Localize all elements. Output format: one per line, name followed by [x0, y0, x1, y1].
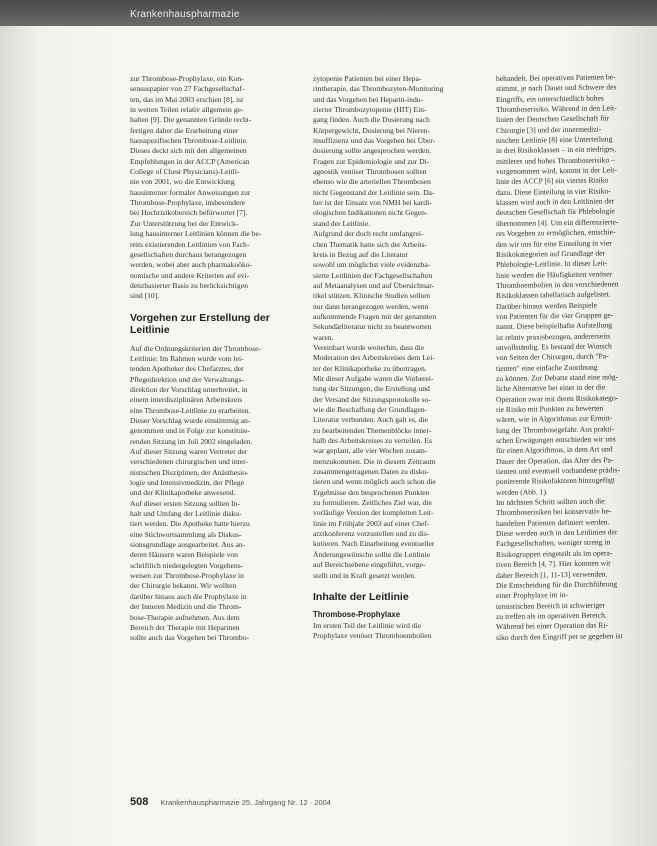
paragraph: Im ersten Teil der Leitlinie wird die Prophylaxe venöser Thromboembolien — [313, 620, 432, 641]
paragraph: zur Thrombose-Prophylaxe, ein Kon- sensuspapier von 27 Fachgesellschaf- ten, das im Mai 2003 erschien [8], ist in weiten Teilen relativ allgemein ge- halten [9]. Die genannten Gründe recht- fertigen daher die Erarbeitung einer hausspezifischen Thrombose-Leitlinie. Dieses deckt sich mit den allgemeinen Empfehlungen in der ACCP (American College of Chest Physicians)-Leitli- nie von 2001, wo die Entwicklung hausinterner formaler Anweisungen zur Thrombose-Prophylaxe, insbesondere bei Hochrisikobereich befürwortet [7]. Zur Unterstützung bei der Entwick- lung hausinterner Leitlinien können die be- reits existierenden Leitlinien von Fach- gesellschaften durchaus herangezogen werden, wobei aber auch pharmakoöko- nomische und andere Kriterien auf evi- denzbasierter Basis zu berücksichtigen sind [10]. — [130, 74, 262, 301]
journal-citation: Krankenhauspharmazie 25. Jahrgang Nr. 12 · 2004 — [160, 798, 331, 807]
text-column-2 — [313, 74, 463, 641]
subsection-heading: Thrombose-Prophylaxe — [313, 610, 401, 620]
paragraph: zytopenie Patienten bei einer Hepa- rintherapie, das Thrombozyten-Monitoring und das Vorgehen bei Heparin-indu- zierter Thrombozytopenie (HIT) Ein- gang finden. Auch die Dosierung nach Körpergewicht, Dosierung bei Nieren- insuffizienz und das Vorgehen bei Über- dosierung sollte angesprochen werden. Fragen zur Epidemiologie und zur Di- agnostik venöser Thrombosen sollten ebenso wie die arteriellen Thrombosen nicht Gegenstand der Leitlinie sein. Da- her ist der Einsatz von NMH bei kardi- ologischen Indikationen nicht Gegen- stand der Leitlinie. Aufgrund der doch recht umfangrei- chen Thematik hatte sich der Arbeits- kreis in Bezug auf die Literatur sowohl um möglichst viele evidenzba- sierte Leitlinien der Fachgesellschaften auf Metaanalysen und auf Übersichtsar- tikel stützen. Klinische Studien sollten nur dann herangezogen werden, wenn aufkommende Fragen mit der genannten Sekundärliteratur nicht zu beantworten waren. Vereinbart wurde weiterhin, dass die Moderation des Arbeitskreises dem Lei- ter der Klinikapotheke zu übertragen. Mit dieser Aufgabe waren die Vorberei- tung der Sitzungen, die Erstellung und der Versand der Sitzungsprotokolle so- wie die Beschaffung der Grundlagen- Literatur verbunden. Auch galt es, die zu bearbeitenden Themenblöcke inner- halb des Arbeitskreises zu verteilen. Es war geplant, alle vier Wochen zusam- menzukommen. Die in diesem Zeitraum zusammengetragenen Daten zu disku- tieren und wenn möglich auch schon die Ergebnisse den besprochenen Punkten zu formulieren. Zeitliches Ziel war, die vorläufige Version der kompletten Leit- linie im Frühjahr 2003 auf einer Chef- arztkonferenz vorzustellen und zu dis- kutieren. Nach Einarbeitung eventueller Änderungswünsche sollte die Leitlinie auf Bereichsebene eingeführt, vorge- stellt und in Kraft gesetzt werden. — [313, 74, 444, 580]
section-heading: Inhalte der Leitlinie — [313, 590, 409, 603]
section-header: Krankenhauspharmazie — [130, 9, 240, 20]
section-heading: Vorgehen zur Erstellung der Leitlinie — [130, 311, 270, 337]
paragraph: behandelt. Bei operativen Patienten be- stimmt, je nach Dauer und Schwere des Eingriffs, ein unterschiedlich hohes Thromboserisiko. Während in den Leit- linien der Deutschen Gesellschaft für Chirurgie [3] und der innermedizi- nischen Leitlinie [8] eine Unterteilung in drei Risikoklassen – in ein niedriges, mittleres und hohes Thromboserisiko – vorgenommen wird, kommt in der Leit- linie des ACCP [6] ein viertes Risiko dazu. Diese Einteilung in vier Risiko- klassen wird auch in den Leitlinien der deutschen Gesellschaft für Phlebologie übernommen [4]. Um ein differenzierte- res Vorgehen zu ermöglichen, entschie- den wir uns für eine Einteilung in vier Risikokategorien auf Grundlage der Phlebologie-Leitlinie. In dieser Leit- linie werden die Häufigkeiten venöser Thromboembolien in den verschiedenen Risikoklassen tabellarisch aufgelistet. Darüber hinaus werden Beispiele von Patienten für die vier Gruppen ge- nannt. Diese beispielhafte Aufstellung ist relativ praxisbezogen, andererseits unvollständig. Es bestand der Wunsch von Seiten der Chirurgen, durch "Pa- tienten" eine einfache Zuordnung zu können. Zur Debatte stand eine mög- liche Alternative bei einer in der die Operation zwar mit deren Risikokatego- rie Risiko mit Punkten zu bewerten wären, wie in Algorithmus zur Ermitt- lung der Thrombosegefahr. Aus prakti- schen Erwägungen entschieden wir uns für einen Algorithmus, in dem Art und Dauer der Operation, das Alter des Pa- tienten und eventuell vorhandene prädis- ponierende Risikofaktoren hinzugefügt werden (Abb. 1). Im nächsten Schritt sollten auch die Thromboserisiken bei konservativ be- handelten Patienten definiert werden. Diese werden auch in den Leitlinien der Fachgesellschaften, weniger streng in Risikogruppen eingeteilt als im opera- tiven Bereich [4, 7]. Hier konnten wir daher Bereich [1, 11-13] verwenden. Die Entscheidung für die Durchführung einer Prophylaxe im in- ternistischen Bereich in schwieriger zu treffen als im operativen Bereich. Während bei einer Operation das Ri- siko durch den Eingriff per se gegeben ist — [496, 72, 623, 642]
header-bar — [0, 0, 657, 26]
text-column-1 — [130, 74, 280, 644]
text-column-3 — [496, 72, 646, 643]
page-footer — [130, 796, 510, 808]
paragraph: Auf die Ordnungskriterien der Thrombose- Leitlinie: Im Rahmen wurde vom lei- tenden Apotheker des Chefarztes, der Pflegedirektion und der Verwaltungs- direktion der Vorschlag unterbreitet, in einem interdisziplinären Arbeitskreis eine Thrombose-Leitlinie zu erarbeiten. Dieser Vorschlag wurde einstimmig an- genommen und in Folge zur konstituie- renden Sitzung im Juli 2002 eingeladen. Auf dieser Sitzung waren Vertreter der verschiedenen chirurgischen und inter- nistischen Disziplinen, der Anästhesio- logie und Intensivmedizin, der Pflege und der Klinikapotheke anwesend. Auf dieser ersten Sitzung sollten In- halt und Umfang der Leitlinie disku- tiert werden. Die Apotheke hatte hierzu eine Stichwortsammlung als Diskus- sionsgrundlage ausgearbeitet. Aus an- deren Häusern waren Beispiele von schriftlich niedergelegten Vorgehens- weisen zur Thrombose-Prophylaxe in der Chirurgie bekannt. Wir wollten darüber hinaus auch die Prophylaxe in der Inneren Medizin und die Throm- bose-Therapie aufnehmen. Aus dem Bereich der Therapie mit Heparinen sollte auch das Vorgehen bei Thrombo- — [130, 343, 262, 643]
page-number: 508 — [130, 796, 149, 808]
